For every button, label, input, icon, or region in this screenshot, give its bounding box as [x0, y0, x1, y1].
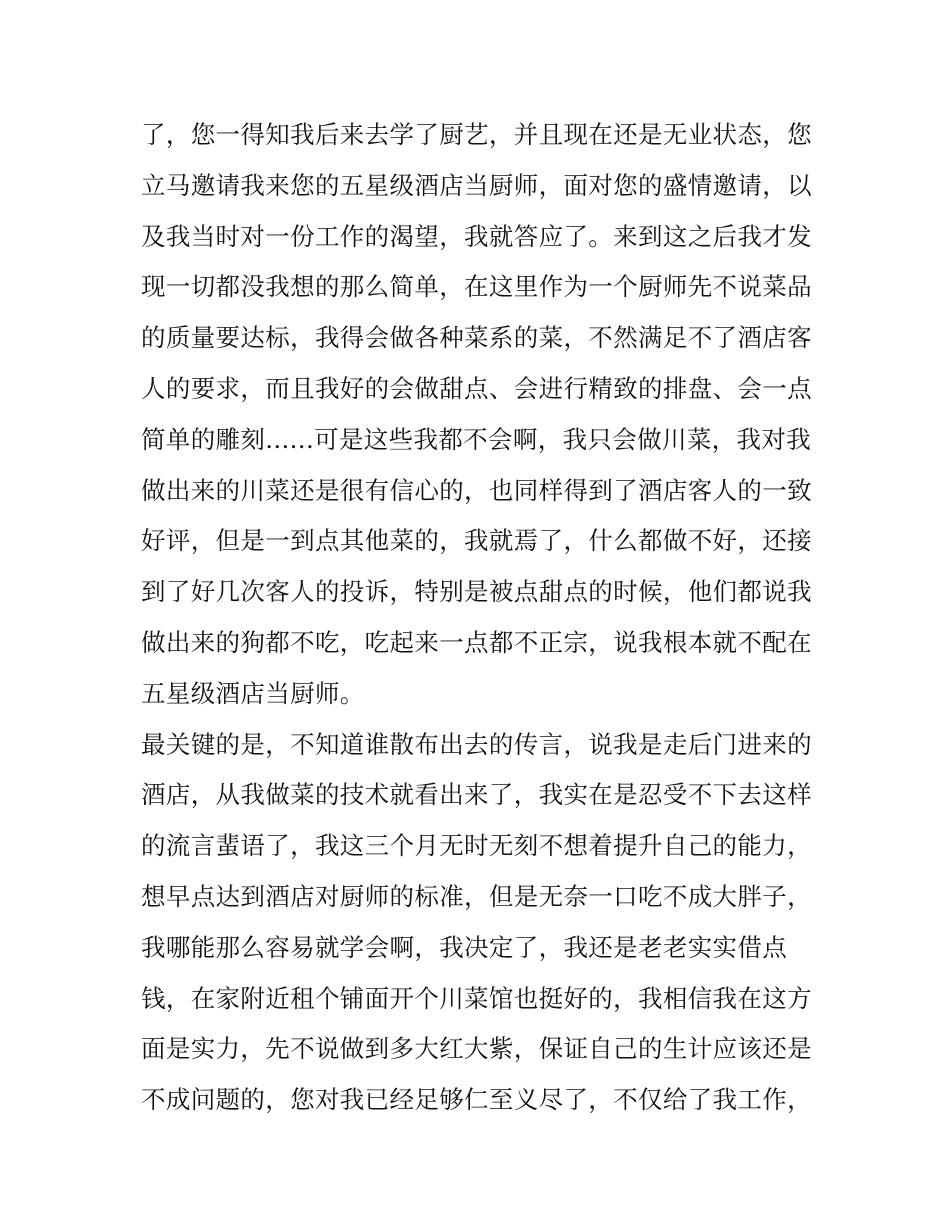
text-line-11: 做出来的狗都不吃，吃起来一点都不正宗，说我根本就不配在: [141, 627, 812, 657]
text-line-19: 面是实力，先不说做到多大红大紫，保证自己的生计应该还是: [141, 1034, 812, 1064]
text-line-1: 了，您一得知我后来去学了厨艺，并且现在还是无业状态，您: [141, 120, 812, 149]
text-line-18: 钱，在家附近租个铺面开个川菜馆也挺好的，我相信我在这方: [141, 983, 812, 1013]
text-line-12: 五星级酒店当厨师。: [141, 678, 365, 708]
text-line-4: 现一切都没我想的那么简单，在这里作为一个厨师先不说菜品: [141, 272, 812, 302]
text-line-9: 好评，但是一到点其他菜的，我就焉了，什么都做不好，还接: [141, 526, 812, 556]
text-line-14: 酒店，从我做菜的技术就看出来了，我实在是忍受不下去这样: [141, 780, 812, 810]
text-line-7: 简单的雕刻......可是这些我都不会啊，我只会做川菜，我对我: [141, 424, 812, 454]
text-line-15: 的流言蜚语了，我这三个月无时无刻不想着提升自己的能力，: [141, 831, 812, 861]
text-line-6: 人的要求，而且我好的会做甜点、会进行精致的排盘、会一点: [141, 373, 812, 403]
text-line-16: 想早点达到酒店对厨师的标准，但是无奈一口吃不成大胖子，: [141, 881, 812, 911]
text-line-3: 及我当时对一份工作的渴望，我就答应了。来到这之后我才发: [141, 221, 812, 251]
text-line-8: 做出来的川菜还是很有信心的，也同样得到了酒店客人的一致: [141, 475, 812, 505]
text-line-13: 最关键的是，不知道谁散布出去的传言，说我是走后门进来的: [141, 729, 812, 759]
text-line-20: 不成问题的，您对我已经足够仁至义尽了，不仅给了我工作，: [141, 1085, 812, 1115]
text-line-17: 我哪能那么容易就学会啊，我决定了，我还是老老实实借点: [141, 932, 788, 962]
text-line-10: 到了好几次客人的投诉，特别是被点甜点的时候，他们都说我: [141, 577, 812, 607]
text-line-5: 的质量要达标，我得会做各种菜系的菜，不然满足不了酒店客: [141, 323, 812, 353]
text-line-2: 立马邀请我来您的五星级酒店当厨师，面对您的盛情邀请，以: [141, 170, 812, 200]
letter-body: [141, 110, 821, 1126]
